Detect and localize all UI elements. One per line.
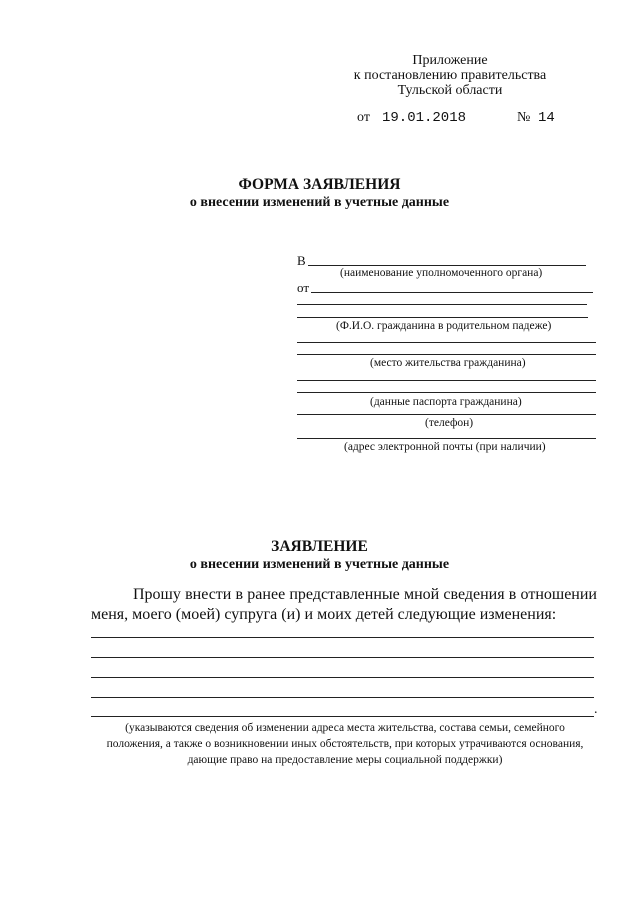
changes-line-4 — [91, 697, 594, 698]
changes-line-2 — [91, 657, 594, 658]
name-line-1 — [311, 292, 593, 293]
email-line — [297, 438, 596, 439]
changes-line-1 — [91, 637, 594, 638]
to-prefix: В — [297, 253, 306, 268]
statement-title: ЗАЯВЛЕНИЕ — [271, 538, 368, 555]
changes-line-3 — [91, 677, 594, 678]
statement-subtitle: о внесении изменений в учетные данные — [189, 557, 450, 572]
changes-note-line1: (указываются сведения об изменении адреса места жительства, состава семьи, семейного — [125, 722, 565, 734]
authority-line — [308, 265, 586, 266]
from-prefix: от — [297, 280, 310, 295]
form-subtitle: о внесении изменений в учетные данные — [189, 195, 450, 210]
changes-note — [90, 720, 600, 768]
date-prefix: от — [357, 110, 370, 125]
attachment-header — [330, 53, 570, 98]
number-prefix: № — [517, 110, 531, 125]
passport-line-2 — [297, 392, 596, 393]
changes-trailing-dot: . — [594, 702, 598, 717]
resolution-number: 14 — [538, 110, 555, 126]
name-line-2 — [297, 304, 587, 305]
statement-text-line1: Прошу внести в ранее представленные мной сведения в отношении — [133, 586, 597, 603]
residence-line-2 — [297, 354, 596, 355]
name-line-3 — [297, 317, 588, 318]
resolution-date: 19.01.2018 — [382, 110, 467, 126]
changes-line-5 — [91, 716, 594, 717]
authority-caption: (наименование уполномоченного органа) — [340, 267, 543, 279]
phone-caption: (телефон) — [425, 417, 474, 429]
passport-caption: (данные паспорта гражданина) — [370, 396, 522, 408]
attachment-region: Тульской области — [397, 83, 503, 98]
phone-line — [297, 414, 596, 415]
passport-line-1 — [297, 380, 596, 381]
attachment-resolution: к постановлению правительства — [353, 68, 547, 83]
changes-note-line2: положения, а также о возникновении иных обстоятельств, при которых утрачиваются основания, — [106, 738, 584, 750]
residence-line-1 — [297, 342, 596, 343]
form-title: ФОРМА ЗАЯВЛЕНИЯ — [238, 176, 401, 193]
residence-caption: (место жительства гражданина) — [370, 357, 526, 369]
email-caption: (адрес электронной почты (при наличии) — [344, 441, 546, 453]
attachment-title: Приложение — [412, 53, 488, 68]
name-caption: (Ф.И.О. гражданина в родительном падеже) — [336, 320, 552, 332]
changes-note-line3: дающие право на предоставление меры социальной поддержки) — [187, 754, 503, 766]
statement-text-line2: меня, моего (моей) супруга (и) и моих детей следующие изменения: — [91, 606, 557, 623]
